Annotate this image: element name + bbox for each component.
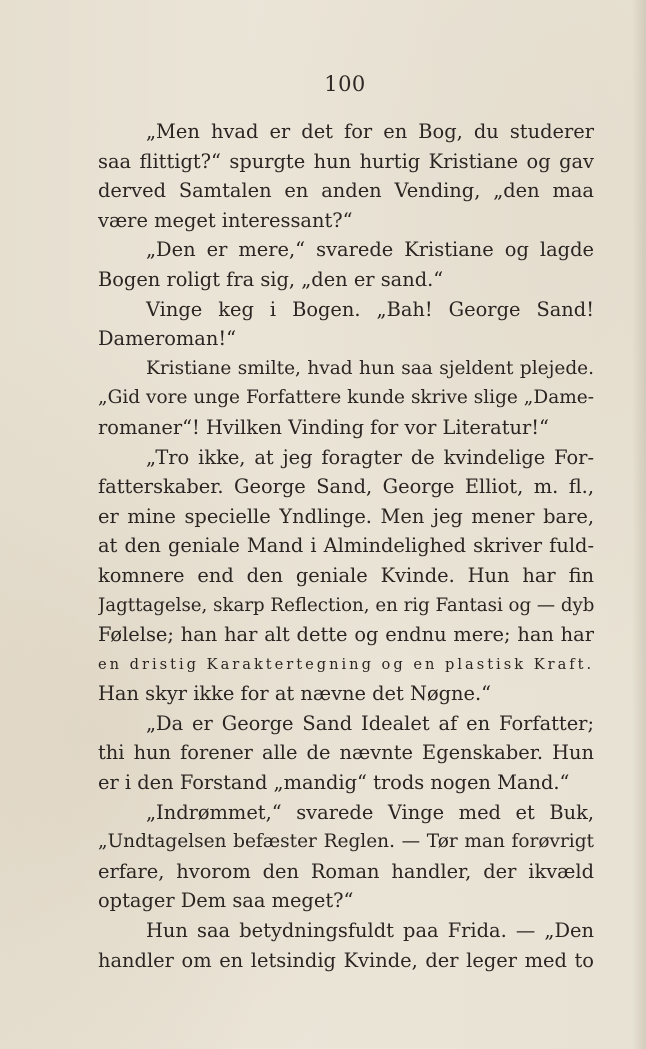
text-line: at den geniale Mand i Almindelighed skriver fuld- bbox=[98, 534, 594, 558]
text-line: „Tro ikke, at jeg foragter de kvindelige For- bbox=[146, 445, 594, 469]
text-line: være meget interessant?“ bbox=[98, 208, 353, 232]
text-line: saa flittigt?“ spurgte hun hurtig Kristiane og gav bbox=[98, 149, 594, 173]
text-line: „Undtagelsen befæster Reglen. — Tør man forøvrigt bbox=[98, 831, 594, 853]
page-number: 100 bbox=[324, 72, 366, 96]
text-line: erfare, hvorom den Roman handler, der ikvæld bbox=[98, 859, 594, 883]
text-line: er i den Forstand „mandig“ trods nogen Mand.“ bbox=[98, 771, 570, 795]
text-line: „Den er mere,“ svarede Kristiane og lagde bbox=[146, 238, 594, 262]
text-line: optager Dem saa meget?“ bbox=[98, 889, 354, 913]
text-line: romaner“! Hvilken Vinding for vor Literatur!“ bbox=[98, 415, 549, 439]
text-line: Han skyr ikke for at nævne det Nøgne.“ bbox=[98, 682, 492, 706]
body-text bbox=[98, 117, 594, 975]
text-line: handler om en letsindig Kvinde, der leger med to bbox=[98, 948, 594, 972]
text-line: Jagttagelse, skarp Reflection, en rig Fantasi og — dyb bbox=[98, 594, 594, 616]
text-line: „Da er George Sand Idealet af en Forfatter; bbox=[146, 711, 594, 735]
text-line: Vinge keg i Bogen. „Bah! George Sand! bbox=[146, 297, 594, 321]
text-line: „Indrømmet,“ svarede Vinge med et Buk, bbox=[146, 800, 594, 824]
text-line: thi hun forener alle de nævnte Egenskaber. Hun bbox=[98, 741, 594, 765]
text-line: Kristiane smilte, hvad hun saa sjeldent plejede. bbox=[146, 357, 594, 379]
text-line: en dristig Karaktertegning og en plastisk Kraft. bbox=[98, 655, 594, 673]
text-line: Bogen roligt fra sig, „den er sand.“ bbox=[98, 267, 444, 291]
text-line: Hun saa betydningsfuldt paa Frida. — „Den bbox=[146, 919, 594, 943]
text-line: „Gid vore unge Forfattere kunde skrive slige „Dame- bbox=[98, 387, 594, 409]
text-line: Dameroman!“ bbox=[98, 327, 237, 351]
text-line: fatterskaber. George Sand, George Elliot, m. fl., bbox=[98, 475, 594, 499]
text-line: Følelse; han har alt dette og endnu mere; han har bbox=[98, 623, 594, 647]
text-line: komnere end den geniale Kvinde. Hun har fin bbox=[98, 563, 594, 587]
text-line: er mine specielle Yndlinge. Men jeg mener bare, bbox=[98, 504, 594, 528]
page-edge-shadow bbox=[632, 0, 646, 1049]
text-line: „Men hvad er det for en Bog, du studerer bbox=[146, 120, 594, 143]
text-line: derved Samtalen en anden Vending, „den maa bbox=[98, 179, 594, 203]
